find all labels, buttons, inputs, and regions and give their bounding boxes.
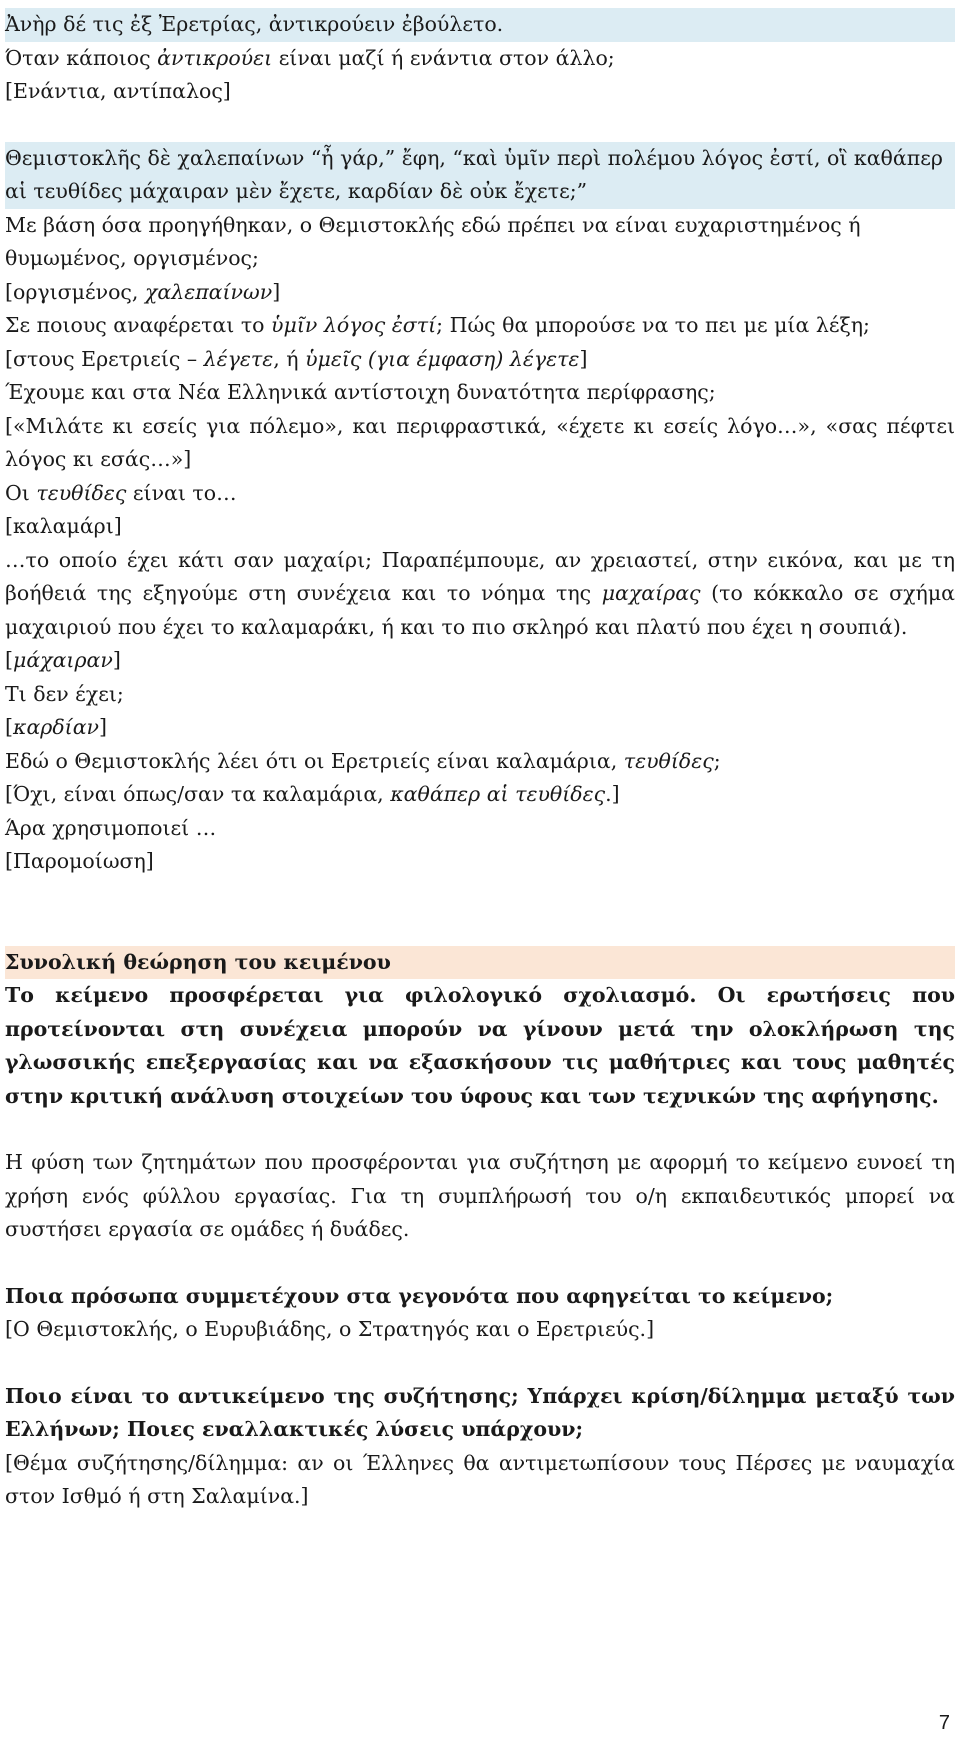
greek-quote-1: Ἀνὴρ δέ τις ἐξ Ἐρετρίας, ἀντικρούειν ἐβούλετο. bbox=[5, 8, 955, 42]
answer-squid: [καλαμάρι] bbox=[5, 514, 122, 538]
answer-periphrasis: [«Μιλάτε κι εσείς για πόλεμο», και περιφραστικά, «έχετε κι εσείς λόγο…», «σας πέφτει λόγος κι εσάς…»] bbox=[5, 413, 955, 471]
answer-heart: [καρδίαν] bbox=[5, 715, 108, 739]
question-heart: Τι δεν έχει; bbox=[5, 681, 124, 706]
answer-mood: [οργισμένος, χαλεπαίνων] bbox=[5, 279, 281, 304]
document-page bbox=[5, 8, 955, 1514]
answer-persons: [Ο Θεμιστοκλής, ο Ευρυβιάδης, ο Στρατηγός και ο Ερετριεύς.] bbox=[5, 1317, 655, 1341]
answer-addressees: [στους Ερετριείς – λέγετε, ή ὑμεῖς (για έμφαση) λέγετε] bbox=[5, 346, 588, 371]
question-persons: Ποια πρόσωπα συμμετέχουν στα γεγονότα που αφηγείται το κείμενο; bbox=[5, 1283, 834, 1308]
page-number: 7 bbox=[938, 1712, 950, 1734]
section-intro: Το κείμενο προσφέρεται για φιλολογικό σχολιασμό. Οι ερωτήσεις που προτείνονται στη συνέχεια μπορούν να γίνουν μετά την ολοκλήρωση της γλωσσικής επεξεργασίας και να εξασκήσουν τις μαθήτριες και τους μαθητές στην κριτική ανάλυση στοιχείων του ύφους και των τεχνικών της αφήγησης. bbox=[5, 983, 955, 1108]
answer-calamari: [Όχι, είναι όπως/σαν τα καλαμάρια, καθάπερ αἱ τευθίδες.] bbox=[5, 782, 620, 806]
question-opposing: Όταν κάποιος ἀντικρούει είναι μαζί ή ενάντια στον άλλο; bbox=[5, 45, 615, 70]
section-heading: Συνολική θεώρηση του κειμένου bbox=[5, 946, 955, 980]
question-figure: Άρα χρησιμοποιεί … bbox=[5, 815, 217, 840]
answer-opposing: [Ενάντια, αντίπαλος] bbox=[5, 79, 231, 103]
answer-dilemma: [Θέμα συζήτησης/δίλημμα: αν οι Έλληνες θα αντιμετωπίσουν τους Πέρσες με ναυμαχία στον Ισθμό ή στη Σαλαμίνα.] bbox=[5, 1450, 955, 1508]
answer-figure: [Παρομοίωση] bbox=[5, 849, 154, 873]
question-addressees: Σε ποιους αναφέρεται το ὑμῖν λόγος ἐστί; Πώς θα μπορούσε να το πει με μία λέξη; bbox=[5, 313, 870, 337]
section-paragraph: Η φύση των ζητημάτων που προσφέρονται για συζήτηση με αφορμή το κείμενο ευνοεί τη χρήση ενός φύλλου εργασίας. Για τη συμπλήρωσή του ο/η εκπαιδευτικός μπορεί να συστήσει εργασία σε ομάδες ή δυάδες. bbox=[5, 1150, 955, 1241]
question-dilemma: Ποιο είναι το αντικείμενο της συζήτησης; Υπάρχει κρίση/δίλημμα μεταξύ των Ελλήνων; Ποιες εναλλακτικές λύσεις υπάρχουν; bbox=[5, 1383, 955, 1441]
question-periphrasis: Έχουμε και στα Νέα Ελληνικά αντίστοιχη δυνατότητα περίφρασης; bbox=[5, 380, 716, 404]
question-calamari: Εδώ ο Θεμιστοκλής λέει ότι οι Ερετριείς είναι καλαμάρια, τευθίδες; bbox=[5, 748, 721, 773]
question-knife: …το οποίο έχει κάτι σαν μαχαίρι; Παραπέμπουμε, αν χρειαστεί, στην εικόνα, και με τη βοήθειά της εξηγούμε στη συνέχεια και το νόημα της μαχαίρας (το κόκκαλο σε σχήμα μαχαιριού που έχει το καλαμαράκι, ή και το πιο σκληρό και πλατύ που έχει η σουπιά). bbox=[5, 547, 955, 639]
answer-knife: [μάχαιραν] bbox=[5, 648, 121, 672]
question-squid: Οι τευθίδες είναι το… bbox=[5, 480, 237, 505]
question-mood: Με βάση όσα προηγήθηκαν, ο Θεμιστοκλής εδώ πρέπει να είναι ευχαριστημένος ή θυμωμένος, οργισμένος; bbox=[5, 212, 861, 270]
greek-quote-2: Θεμιστοκλῆς δὲ χαλεπαίνων “ἦ γάρ,” ἔφη, “καὶ ὑμῖν περὶ πολέμου λόγος ἐστί, οἳ καθάπερ αἱ τευθίδες μάχαιραν μὲν ἔχετε, καρδίαν δὲ οὐκ ἔχετε;” bbox=[5, 142, 955, 209]
